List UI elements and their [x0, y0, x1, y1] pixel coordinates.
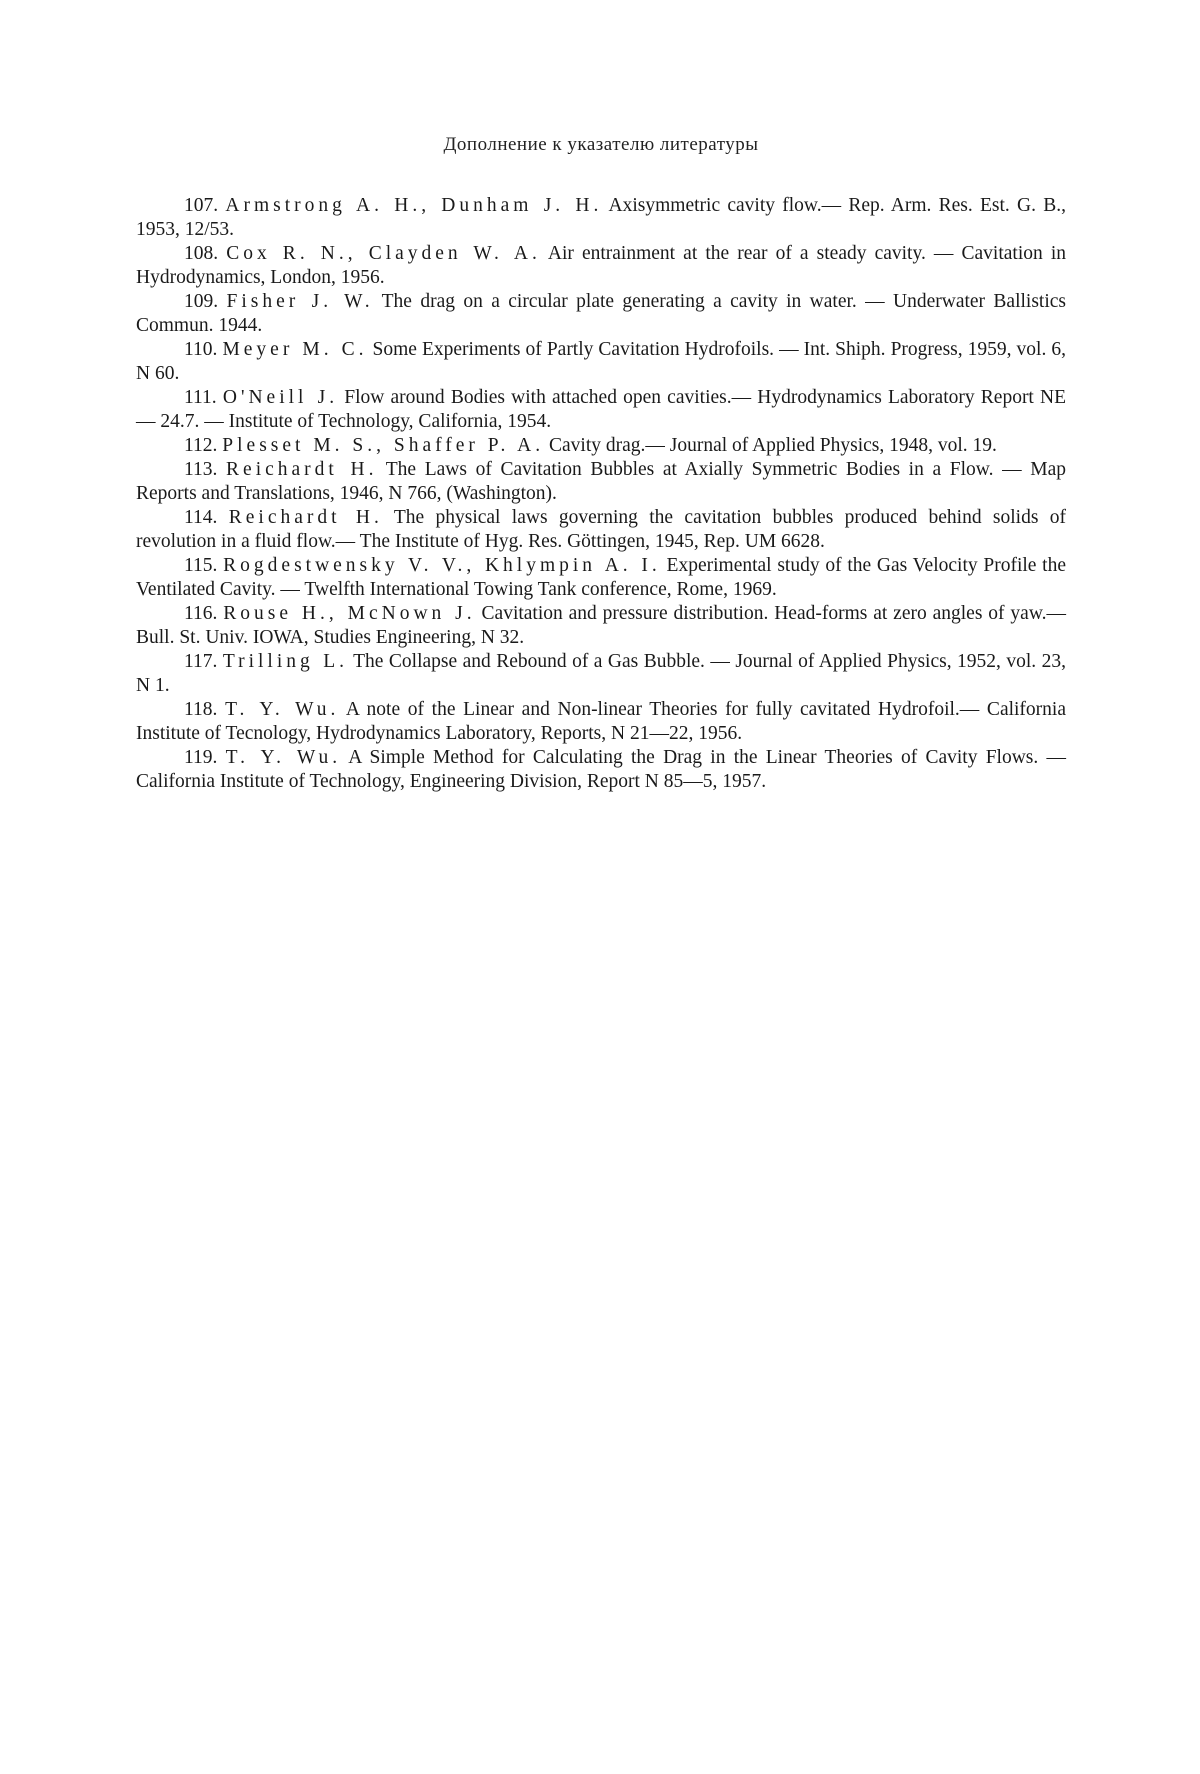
reference-text: The drag on a circular plate generating a cavity in water. — Underwater Ballistics Commun. 1944. — [136, 291, 1067, 336]
reference-item — [136, 602, 1066, 650]
reference-number: 118. — [184, 699, 218, 720]
reference-item — [136, 458, 1066, 506]
reference-text: Cavity drag.— Journal of Applied Physics, 1948, vol. 19. — [548, 435, 997, 456]
reference-text: A note of the Linear and Non-linear Theories for fully cavitated Hydrofoil.— California Institute of Tecnology, Hydrodynamics Laboratory, Reports, N 21—22, 1956. — [136, 699, 1066, 744]
reference-text: Axisymmetric cavity flow.— Rep. Arm. Res. Est. G. B., 1953, 12/53. — [136, 195, 1066, 240]
reference-item — [136, 386, 1066, 434]
reference-author: Fisher J. W. — [226, 291, 374, 312]
reference-author: O'Neill J. — [222, 387, 339, 408]
reference-number: 113. — [184, 459, 218, 480]
reference-item — [136, 434, 1066, 458]
reference-author: Rogdestwensky V. V., Khlympin A. I. — [223, 555, 661, 576]
reference-text: A Simple Method for Calculating the Drag in the Linear Theories of Cavity Flows. — California Institute of Technology, Engineering Division, Report N 85—5, 1957. — [136, 747, 1066, 792]
reference-text: Experimental study of the Gas Velocity Profile the Ventilated Cavity. — Twelfth International Towing Tank conference, Rome, 1969. — [136, 555, 1067, 600]
reference-number: 115. — [184, 555, 218, 576]
reference-number: 119. — [184, 747, 218, 768]
reference-author: Reichardt H. — [228, 507, 383, 528]
reference-text: Flow around Bodies with attached open cavities.— Hydrodynamics Laboratory Report NE — 24.7. — Institute of Technology, California, 1954. — [136, 387, 1067, 432]
reference-text: Some Experiments of Partly Cavitation Hydrofoils. — Int. Shiph. Progress, 1959, vol. 6, N 60. — [136, 339, 1066, 384]
reference-author: Cox R. N., Clayden W. A. — [226, 243, 541, 264]
reference-item — [136, 338, 1066, 386]
reference-author: Armstrong A. H., Dunham J. H. — [225, 195, 603, 216]
reference-number: 110. — [184, 339, 218, 360]
reference-item — [136, 650, 1066, 698]
book-page — [136, 134, 1066, 794]
reference-number: 117. — [184, 651, 218, 672]
reference-author: Plesset M. S., Shaffer P. A. — [222, 435, 545, 456]
reference-author: Meyer M. C. — [222, 339, 368, 360]
reference-text: Air entrainment at the rear of a steady cavity. — Cavitation in Hydrodynamics, London, 1956. — [136, 243, 1066, 288]
reference-item — [136, 506, 1066, 554]
reference-author: T. Y. Wu. — [225, 747, 342, 768]
running-head: Дополнение к указателю литературы — [443, 134, 759, 155]
reference-author: Rouse H., McNown J. — [223, 603, 476, 624]
reference-author: T. Y. Wu. — [225, 699, 340, 720]
reference-number: 109. — [184, 291, 219, 312]
reference-item — [136, 242, 1066, 290]
reference-number: 111. — [184, 387, 217, 408]
reference-number: 108. — [184, 243, 219, 264]
reference-number: 107. — [184, 195, 219, 216]
reference-list — [136, 194, 1066, 794]
reference-item — [136, 746, 1066, 794]
reference-author: Reichardt H. — [226, 459, 378, 480]
reference-number: 116. — [184, 603, 218, 624]
reference-item — [136, 554, 1066, 602]
reference-text: The physical laws governing the cavitation bubbles produced behind solids of revolution in a fluid flow.— The Institute of Hyg. Res. Göttingen, 1945, Rep. UM 6628. — [136, 507, 1066, 552]
reference-number: 114. — [184, 507, 218, 528]
reference-item — [136, 698, 1066, 746]
reference-text: Cavitation and pressure distribution. Head-forms at zero angles of yaw.— Bull. St. Univ. IOWA, Studies Engineering, N 32. — [136, 603, 1067, 648]
reference-item — [136, 194, 1066, 242]
reference-text: The Laws of Cavitation Bubbles at Axially Symmetric Bodies in a Flow. — Map Reports and Translations, 1946, N 766, (Washington). — [136, 459, 1066, 504]
reference-number: 112. — [184, 435, 218, 456]
reference-text: The Collapse and Rebound of a Gas Bubble. — Journal of Applied Physics, 1952, vol. 23, N 1. — [136, 651, 1066, 696]
reference-item — [136, 290, 1066, 338]
reference-author: Trilling L. — [222, 651, 349, 672]
